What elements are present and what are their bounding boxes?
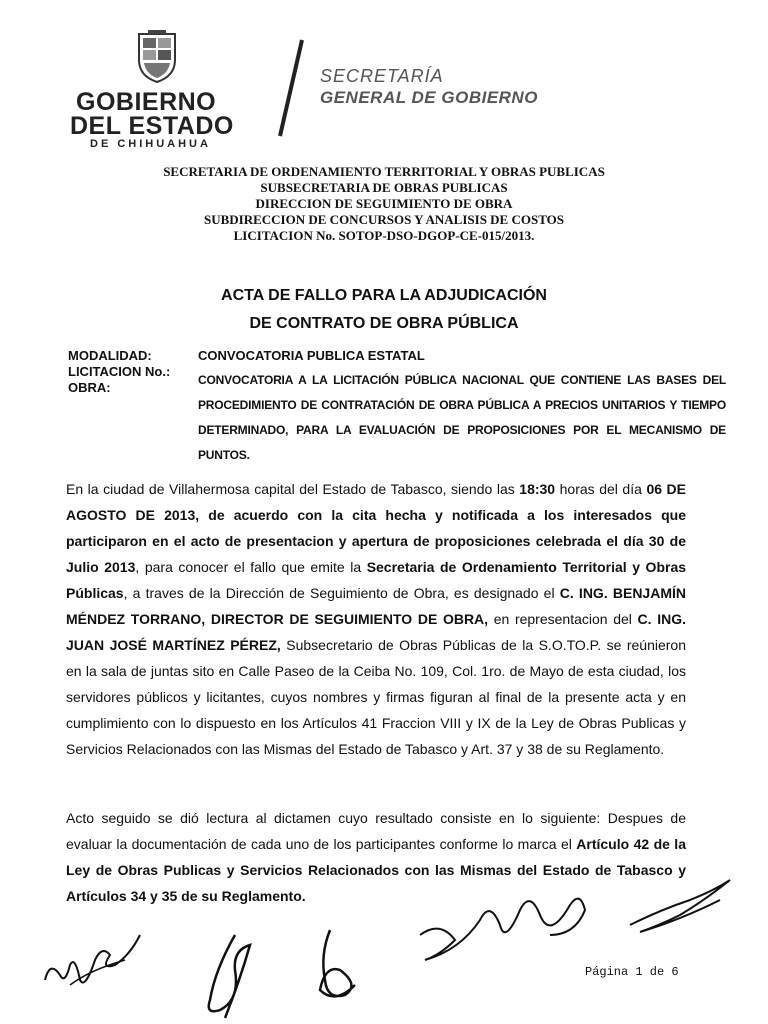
text-run: , para conocer el fallo que emite la <box>135 559 367 575</box>
text-run: Acto seguido se dió lectura al dictamen cuyo resultado consiste en lo siguiente: Despues de evaluar la documentación de cada uno de los participantes conforme lo marca el <box>66 810 686 852</box>
bold-run: Secretaria de Ordenamiento Territorial y Obras Públicas <box>66 559 687 601</box>
obra-value: CONVOCATORIA A LA LICITACIÓN PÚBLICA NACIONAL QUE CONTIENE LAS BASES DEL PROCEDIMIENTO DE CONTRATACIÓN DE OBRA PÚBLICA A PRECIOS UNITARIOS Y TIEMPO DETERMINADO, PARA LA EVALUACIÓN DE PROPOSICIONES POR EL MECANISMO DE PUNTOS. <box>198 373 726 462</box>
text-run: Subsecretario de Obras Públicas de la S.O.TO.P. se reúnieron en la sala de juntas sito en Calle Paseo de la Ceiba No. 109, Col. 1ro. de Mayo de esta ciudad, los servidores públicos y licitantes, cuyos nombres y firmas figuran al final de la presente acta y en cumplimiento con lo dispuesto en los Artículos 41 Fraccion VIII y IX de la Ley de Obras Publicas y Servicios Relacionados con las Mismas del Estado de Tabasco y Art. 37 y 38 de su Reglamento. <box>66 637 686 757</box>
signature-5 <box>620 870 740 940</box>
dependency-line: SUBSECRETARIA DE OBRAS PUBLICAS <box>260 180 508 195</box>
bold-run: 18:30 <box>519 481 556 497</box>
dependency-line: SUBDIRECCION DE CONCURSOS Y ANALISIS DE COSTOS <box>203 212 564 227</box>
label-obra: OBRA: <box>68 380 111 395</box>
text-run: En la ciudad de Villahermosa capital del Estado de Tabasco, siendo las <box>66 481 520 497</box>
dependency-header <box>0 164 768 244</box>
coat-of-arms-icon <box>136 30 178 84</box>
logo-line-gobierno: GOBIERNO <box>76 88 217 116</box>
text-run: , a traves de la Dirección de Seguimiento de Obra, es designado el <box>123 585 560 601</box>
bold-run: 06 DE AGOSTO DE 2013, de acuerdo con la cita hecha y notificada a los interesados que participaron en el acto de presentacion y apertura de proposiciones celebrada el día 30 de Julio 2013 <box>66 481 687 575</box>
logo-line-del-estado: DEL ESTADO <box>70 112 234 140</box>
licitacion-number: LICITACION No. SOTOP-DSO-DGOP-CE-015/2013. <box>233 228 535 243</box>
logo-line-chihuahua: DE CHIHUAHUA <box>90 138 211 150</box>
signature-3 <box>305 925 365 1010</box>
bold-run: C. ING. BENJAMÍN MÉNDEZ TORRANO, DIRECTOR DE SEGUIMIENTO DE OBRA, <box>66 585 686 627</box>
logo-divider-slash <box>270 38 310 138</box>
modalidad-value: CONVOCATORIA PUBLICA ESTATAL <box>198 348 425 363</box>
label-licitacion: LICITACION No.: <box>68 364 171 379</box>
bold-run: C. ING. JUAN JOSÉ MARTÍNEZ PÉREZ, <box>66 611 686 653</box>
label-modalidad: MODALIDAD: <box>68 348 152 363</box>
document-title <box>0 282 768 338</box>
page-number: Página 1 de 6 <box>585 965 679 979</box>
secretaria-general-logo <box>320 66 538 108</box>
text-run: en representacion del <box>488 611 638 627</box>
dependency-line: DIRECCION DE SEGUIMIENTO DE OBRA <box>255 196 513 211</box>
logo-secretaria-line1: SECRETARÍA <box>320 66 444 86</box>
text-run: horas del día <box>555 481 647 497</box>
bold-run: Artículo 42 de la Ley de Obras Publicas y Servicios Relacionados con las Mismas del Estado de Tabasco y Artículos 34 y 35 de su Reglamento. <box>66 836 686 904</box>
dependency-line: SECRETARIA DE ORDENAMIENTO TERRITORIAL Y OBRAS PUBLICAS <box>163 164 605 179</box>
logo-secretaria-line2: GENERAL DE GOBIERNO <box>320 88 538 107</box>
title-line-1: ACTA DE FALLO PARA LA ADJUDICACIÓN <box>221 287 547 304</box>
signature-2 <box>195 930 265 1020</box>
signature-1 <box>40 925 150 1005</box>
title-line-2: DE CONTRATO DE OBRA PÚBLICA <box>249 315 519 332</box>
info-labels <box>68 348 198 396</box>
body-paragraph-1 <box>66 476 686 762</box>
signature-4 <box>410 880 600 970</box>
